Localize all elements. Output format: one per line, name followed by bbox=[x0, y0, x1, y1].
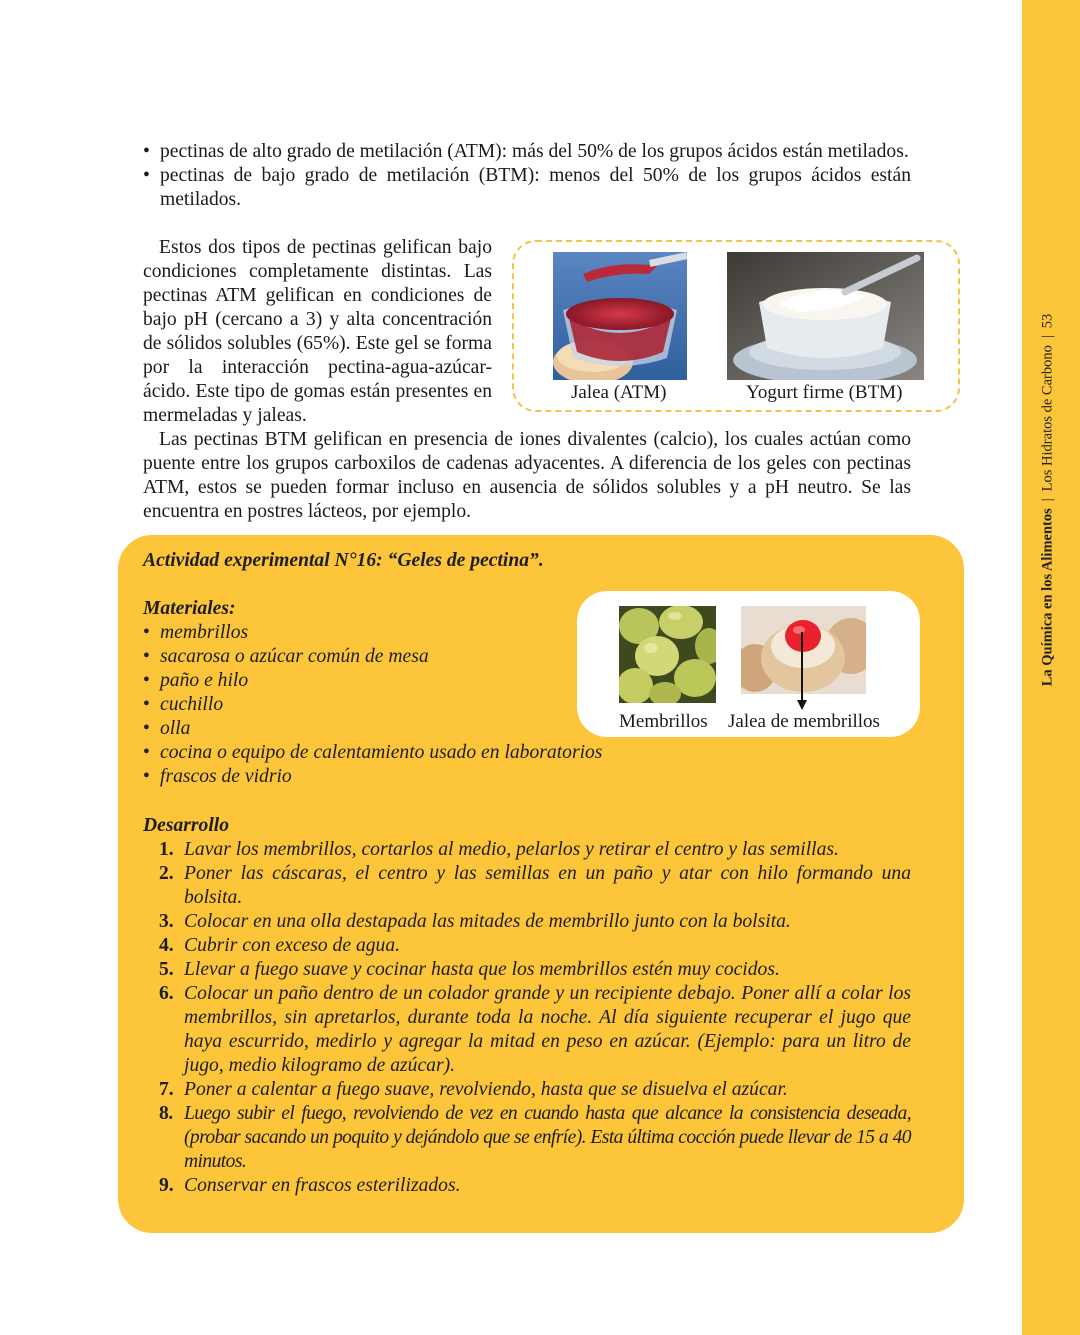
list-item: • paño e hilo bbox=[143, 670, 249, 691]
caption-yogurt: Yogurt firme (BTM) bbox=[746, 382, 903, 403]
quince-photo bbox=[619, 606, 716, 703]
bullet-icon: • bbox=[143, 622, 150, 643]
materials-list bbox=[143, 621, 602, 789]
intro-bullets bbox=[143, 140, 911, 212]
list-item: 7. Poner a calentar a fuego suave, revolviendo, hasta que se disuelva el azúcar. bbox=[159, 1079, 788, 1100]
list-item: • cuchillo bbox=[143, 694, 224, 715]
bullet-icon: • bbox=[143, 670, 150, 691]
paragraph-btm: Las pectinas BTM gelifican en presencia de iones divalentes (calcio), los cuales actúan como puente entre los grupos carboxilos de cadenas adyacentes. A diferencia de los geles con pectinas ATM, estos se pueden formar incluso en ausencia de sólidos solubles y a pH neutro. Se las encuentra en postres lácteos, por ejemplo. bbox=[143, 429, 911, 522]
caption-jelly: Jalea (ATM) bbox=[571, 382, 667, 403]
caption-quince: Membrillos bbox=[619, 711, 708, 732]
separator: | bbox=[1039, 335, 1056, 339]
list-item: • cocina o equipo de calentamiento usado en laboratorios bbox=[143, 742, 603, 763]
list-item: 4. Cubrir con exceso de agua. bbox=[159, 935, 401, 956]
list-item: 5. Llevar a fuego suave y cocinar hasta que los membrillos estén muy cocidos. bbox=[159, 959, 780, 980]
materials-heading: Materiales: bbox=[143, 598, 236, 619]
page-number: 53 bbox=[1039, 313, 1056, 329]
list-item: 8. Luego subir el fuego, revolviendo de vez en cuando hasta que alcance la consistencia deseada, (probar sacando un poquito y dejándolo que se enfríe). Esta última cocción puede llevar de 15 a 40 minutos. bbox=[159, 1103, 911, 1172]
list-item: • membrillos bbox=[143, 622, 249, 643]
bullet-icon: • bbox=[143, 141, 150, 162]
list-item: • pectinas de bajo grado de metilación (BTM): menos del 50% de los grupos ácidos están metilados. bbox=[143, 165, 911, 210]
separator: | bbox=[1039, 498, 1056, 502]
list-item: 2. Poner las cáscaras, el centro y las semillas en un paño y atar con hilo formando una bolsita. bbox=[159, 863, 911, 908]
bullet-icon: • bbox=[143, 165, 150, 186]
activity-title: Actividad experimental N°16: “Geles de pectina”. bbox=[143, 550, 544, 571]
paragraph-pectin-types: Estos dos tipos de pectinas gelifican bajo condiciones completamente distintas. Las pectinas ATM gelifican en condiciones de bajo pH (cercano a 3) y alta concentración de sólidos solubles (65%). Este gel se forma por la interacción pectina-agua-azúcar-ácido. Este tipo de gomas están presentes en mermeladas y jaleas. bbox=[143, 237, 492, 426]
list-item: • olla bbox=[143, 718, 191, 739]
list-item: 9. Conservar en frascos esterilizados. bbox=[159, 1175, 461, 1196]
pointer-arrow bbox=[792, 632, 812, 712]
jelly-photo bbox=[553, 252, 687, 380]
chapter-title: Los Hidratos de Carbono bbox=[1039, 345, 1056, 492]
running-header bbox=[1040, 314, 1057, 687]
list-item: • sacarosa o azúcar común de mesa bbox=[143, 646, 429, 667]
yogurt-photo bbox=[727, 252, 924, 380]
bullet-icon: • bbox=[143, 694, 150, 715]
bullet-icon: • bbox=[143, 646, 150, 667]
list-item: 3. Colocar en una olla destapada las mitades de membrillo junto con la bolsita. bbox=[159, 911, 791, 932]
bullet-icon: • bbox=[143, 742, 150, 763]
list-item: 6. Colocar un paño dentro de un colador grande y un recipiente debajo. Poner allí a colar los membrillos, sin apretarlos, durante toda la noche. Al día siguiente recuperar el jugo que haya escurrido, medirlo y agregar la mitad en peso en azúcar. (Ejemplo: para un litro de jugo, medio kilogramo de azúcar). bbox=[159, 983, 911, 1076]
list-item: • pectinas de alto grado de metilación (ATM): más del 50% de los grupos ácidos están metilados. bbox=[143, 141, 909, 162]
caption-quince-jelly: Jalea de membrillos bbox=[728, 711, 880, 732]
steps-list bbox=[143, 838, 911, 1198]
bullet-icon: • bbox=[143, 718, 150, 739]
list-item: 1. Lavar los membrillos, cortarlos al medio, pelarlos y retirar el centro y las semillas. bbox=[159, 839, 839, 860]
list-item: • frascos de vidrio bbox=[143, 766, 292, 787]
development-heading: Desarrollo bbox=[143, 815, 230, 836]
book-title: La Química en los Alimentos bbox=[1039, 508, 1056, 687]
bullet-icon: • bbox=[143, 766, 150, 787]
